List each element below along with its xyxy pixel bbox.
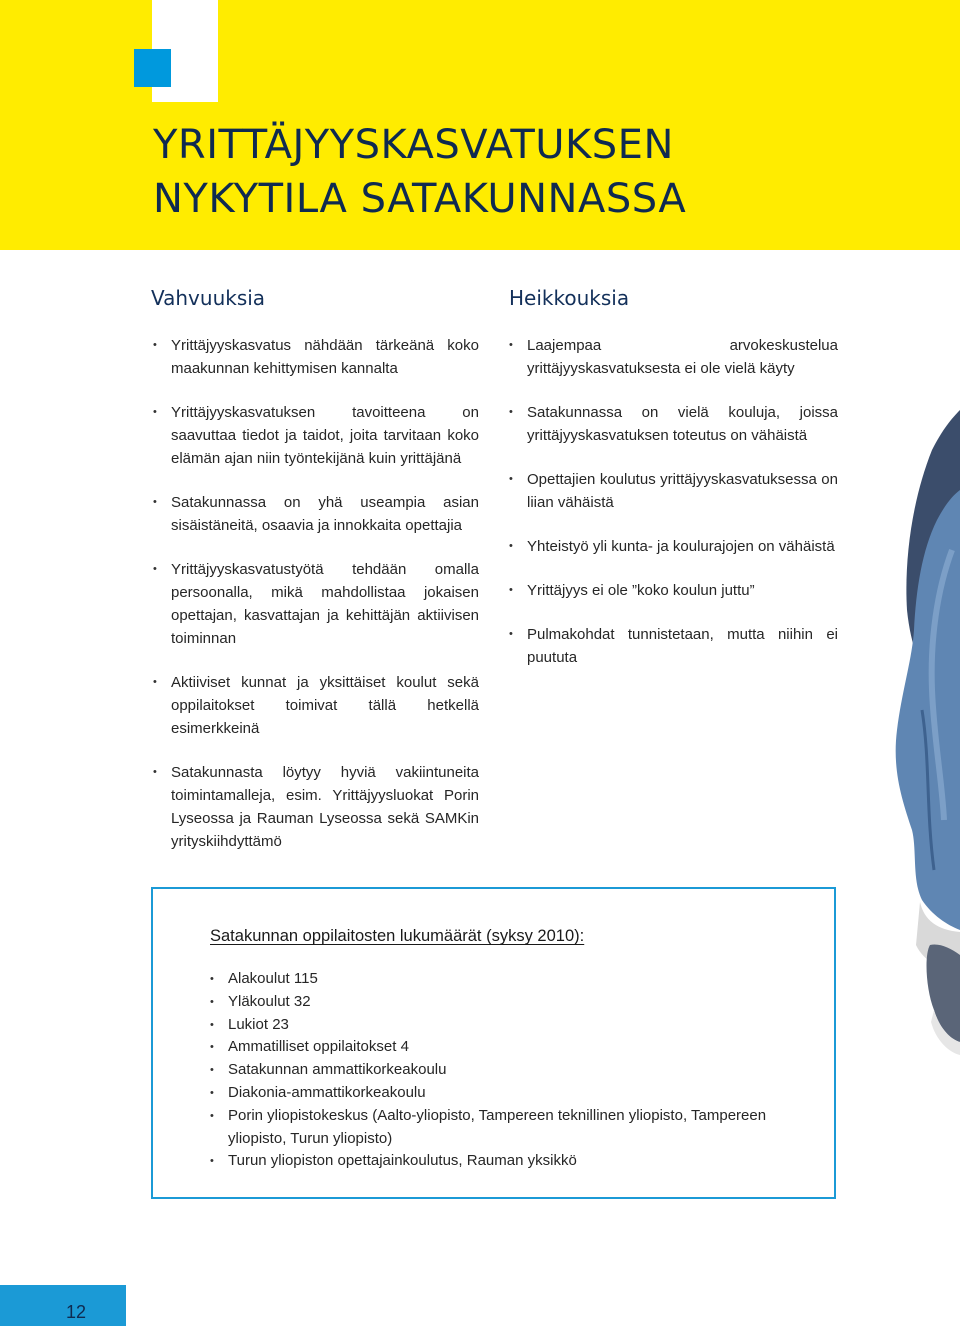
page-number: 12 [66, 1302, 87, 1322]
list-item: • Satakunnasta löytyy hyviä vakiintuneita toimintamalleja, esim. Yrittäjyysluokat Porin Lyseossa ja Rauman Lyseossa sekä SAMKin yrityskiihdyttämö [153, 761, 479, 853]
list-item: • Yrittäjyyskasvatus nähdään tärkeänä koko maakunnan kehittymisen kannalta [153, 334, 479, 380]
list-item: • Yrittäjyyskasvatustyötä tehdään omalla persoonalla, mikä mahdollistaa jokaisen opettajan, kasvattajan ja kehittäjän aktiivisen toiminnan [153, 558, 479, 650]
list-item: • Yläkoulut 32 [210, 991, 820, 1014]
list-item: • Turun yliopiston opettajainkoulutus, Rauman yksikkö [210, 1150, 820, 1173]
list-item: • Diakonia-ammattikorkeakoulu [210, 1082, 820, 1105]
list-item: • Aktiiviset kunnat ja yksittäiset koulut sekä oppilaitokset toimivat tällä hetkellä esimerkkeinä [153, 671, 479, 740]
school-counts-list [210, 968, 820, 1173]
list-item: • Alakoulut 115 [210, 968, 820, 991]
blue-square-decoration [134, 49, 171, 87]
list-item: • Yhteistyö yli kunta- ja koulurajojen on vähäistä [509, 535, 838, 558]
page-number-tab [0, 1285, 126, 1326]
weaknesses-heading: Heikkouksia [509, 286, 630, 310]
list-item: • Porin yliopistokeskus (Aalto-yliopisto, Tampereen teknillinen yliopisto, Tampereen yliopisto, Turun yliopisto) [210, 1105, 820, 1151]
list-item: • Ammatilliset oppilaitokset 4 [210, 1036, 820, 1059]
list-item: • Yrittäjyyskasvatuksen tavoitteena on saavuttaa tiedot ja taidot, joita tarvitaan koko elämän ajan niin työntekijänä kuin yrittäjänä [153, 401, 479, 470]
child-in-denim-photo [852, 410, 960, 1070]
list-item: • Pulmakohdat tunnistetaan, mutta niihin ei puututa [509, 623, 838, 669]
strengths-heading: Vahvuuksia [151, 286, 266, 310]
weaknesses-list [509, 334, 838, 690]
list-item: • Opettajien koulutus yrittäjyyskasvatuksessa on liian vähäistä [509, 468, 838, 514]
page-title [153, 118, 686, 226]
school-counts-box [151, 887, 836, 1199]
page-title-line-2: NYKYTILA SATAKUNNASSA [153, 176, 687, 222]
list-item: • Satakunnassa on yhä useampia asian sisäistäneitä, osaavia ja innokkaita opettajia [153, 491, 479, 537]
list-item: • Satakunnassa on vielä kouluja, joissa yrittäjyyskasvatuksen toteutus on vähäistä [509, 401, 838, 447]
strengths-list [153, 334, 479, 874]
school-counts-title: Satakunnan oppilaitosten lukumäärät (syksy 2010): [210, 927, 585, 945]
list-item: • Yrittäjyys ei ole ”koko koulun juttu” [509, 579, 838, 602]
shoe-shape [927, 945, 960, 1042]
list-item: • Laajempaa arvokeskustelua yrittäjyyskasvatuksesta ei ole vielä käyty [509, 334, 838, 380]
list-item: • Lukiot 23 [210, 1014, 820, 1037]
page-title-line-1: YRITTÄJYYSKASVATUKSEN [153, 122, 674, 168]
list-item: • Satakunnan ammattikorkeakoulu [210, 1059, 820, 1082]
